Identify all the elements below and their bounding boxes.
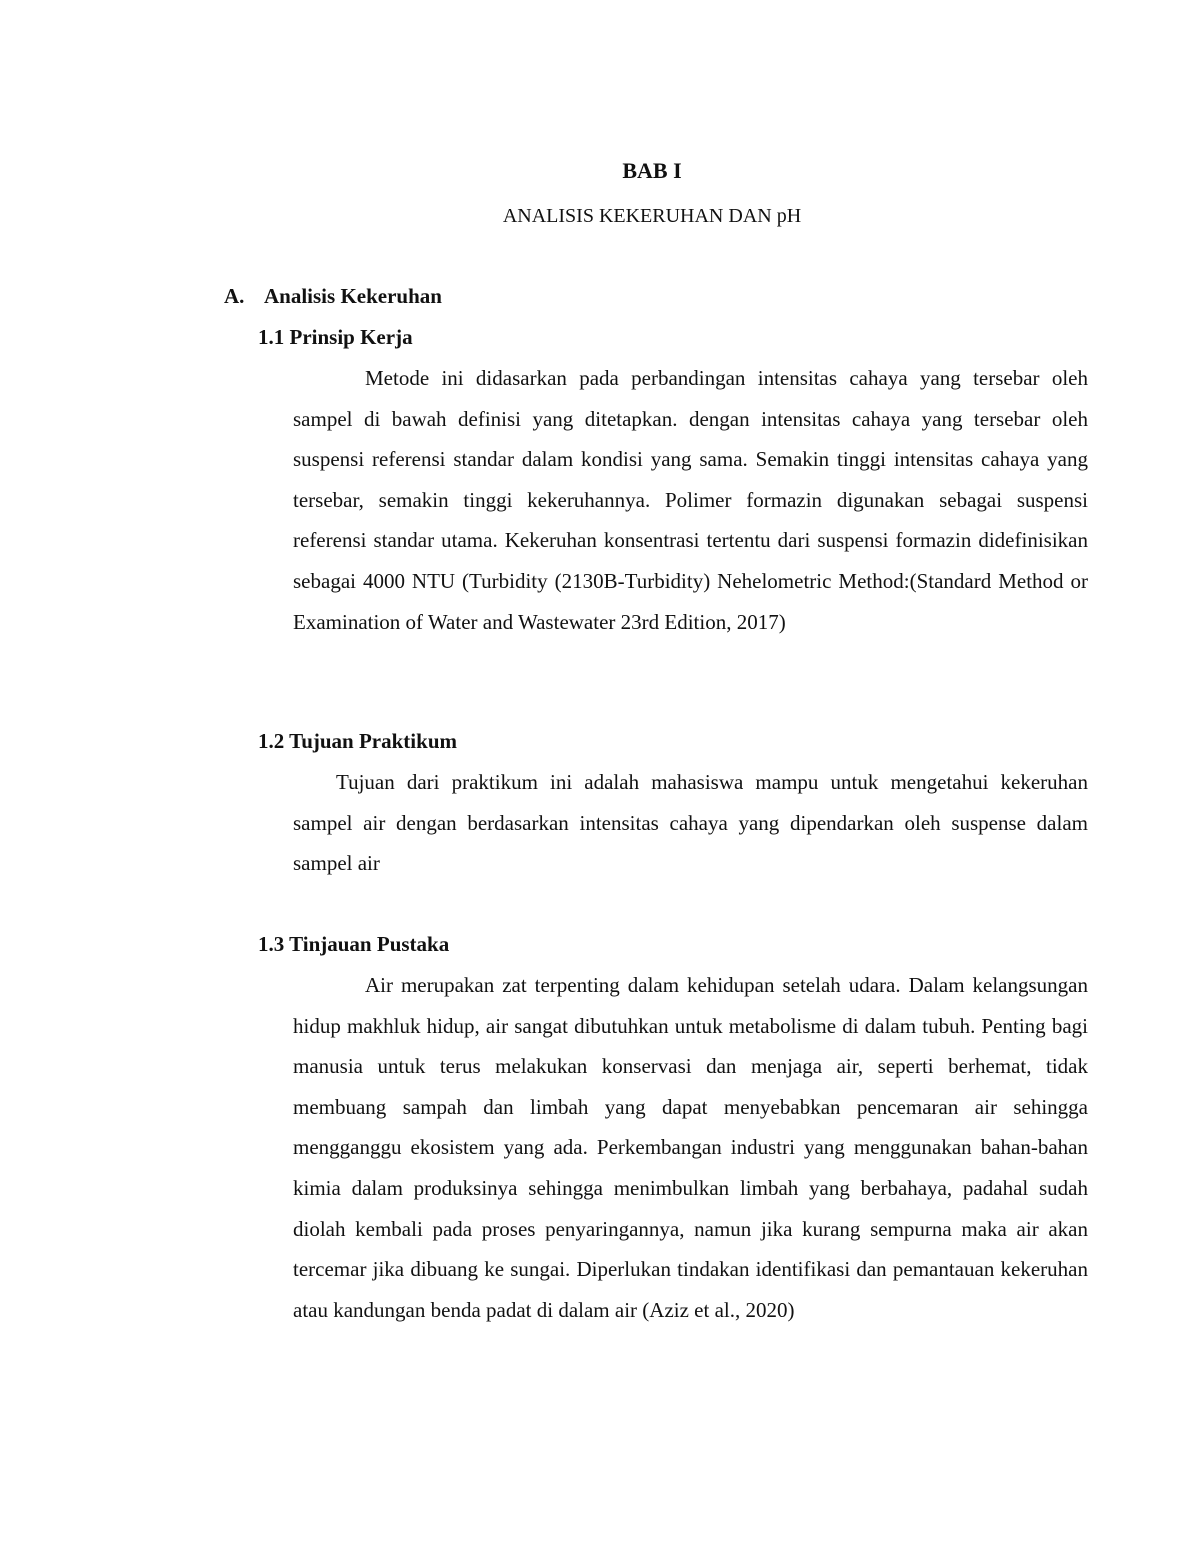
subsection-body-1-3: Air merupakan zat terpenting dalam kehidupan setelah udara. Dalam kelangsungan hidup makhluk hidup, air sangat dibutuhkan untuk metabolisme di dalam tubuh. Penting bagi manusia untuk terus melakukan konservasi dan menjaga air, seperti berhemat, tidak membuang sampah dan limbah yang dapat menyebabkan pencemaran air sehingga mengganggu ekosistem yang ada. Perkembangan industri yang menggunakan bahan-bahan kimia dalam produksinya sehingga menimbulkan limbah yang berbahaya, padahal sudah diolah kembali pada proses penyaringannya, namun jika kurang sempurna maka air akan tercemar jika dibuang ke sungai. Diperlukan tindakan identifikasi dan pemantauan kekeruhan atau kandungan benda padat di dalam air (Aziz et al., 2020)	[293, 973, 1088, 1322]
subsection-heading-1-1: 1.1 Prinsip Kerja	[258, 325, 413, 349]
section-a-title: Analisis Kekeruhan	[264, 284, 442, 308]
section-a-heading	[224, 283, 442, 309]
chapter-number: BAB I	[622, 158, 682, 183]
subsection-body-1-1: Metode ini didasarkan pada perbandingan intensitas cahaya yang tersebar oleh sampel di bawah definisi yang ditetapkan. dengan intensitas cahaya yang tersebar oleh suspensi referensi standar dalam kondisi yang sama. Semakin tinggi intensitas cahaya yang tersebar, semakin tinggi kekeruhannya. Polimer formazin digunakan sebagai suspensi referensi standar utama. Kekeruhan konsentrasi tertentu dari suspensi formazin didefinisikan sebagai 4000 NTU (Turbidity (2130B-Turbidity) Nehelometric Method:(Standard Method or Examination of Water and Wastewater 23rd Edition, 2017)	[293, 366, 1088, 634]
subsection-body-1-2: Tujuan dari praktikum ini adalah mahasiswa mampu untuk mengetahui kekeruhan sampel air dengan berdasarkan intensitas cahaya yang dipendarkan oleh suspense dalam sampel air	[293, 770, 1088, 876]
subsection-heading-1-2: 1.2 Tujuan Praktikum	[258, 729, 457, 753]
subsection-heading-1-3: 1.3 Tinjauan Pustaka	[258, 932, 450, 956]
chapter-title: ANALISIS KEKERUHAN DAN pH	[502, 205, 802, 227]
section-a-letter: A.	[224, 284, 245, 308]
